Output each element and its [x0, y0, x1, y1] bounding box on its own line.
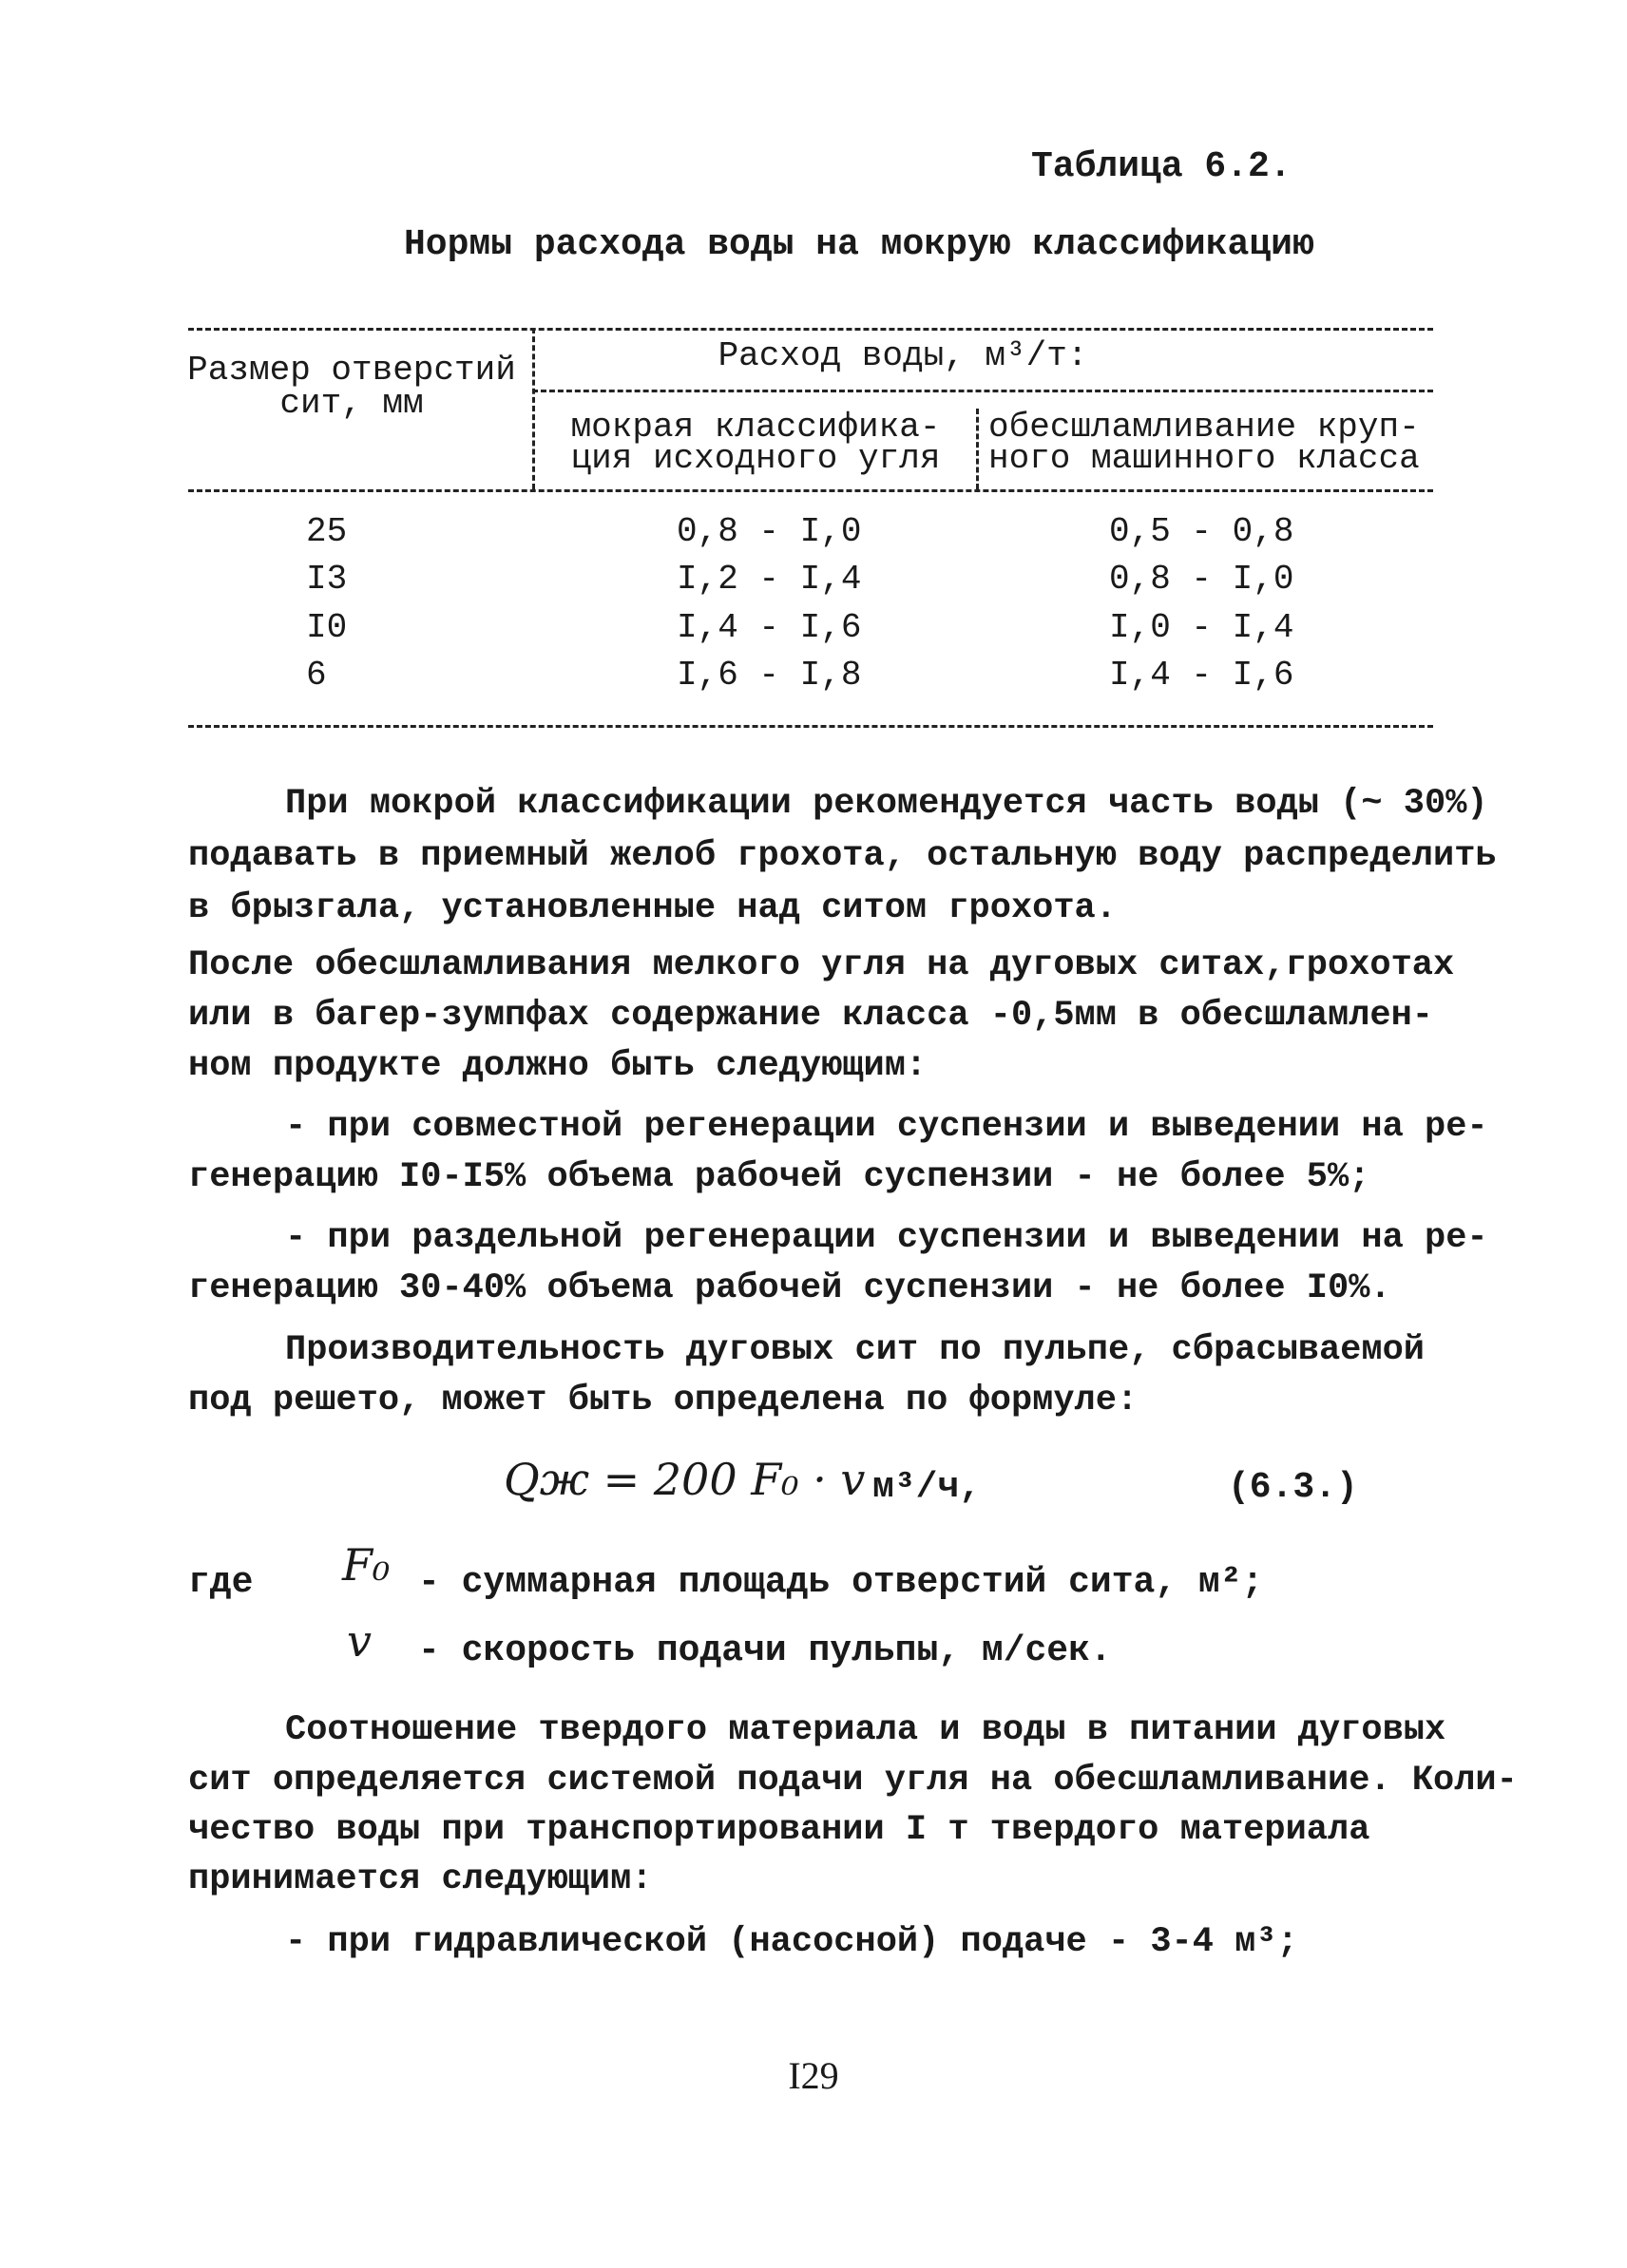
table-col-divider-1 — [532, 328, 535, 489]
paragraph-line: чество воды при транспортировании I т твердого материала — [188, 1810, 1370, 1850]
bullet-line: - при раздельной регенерации суспензии и выведении на ре- — [285, 1218, 1488, 1258]
col-desliming-header-line1: обесшламливание круп- — [988, 408, 1420, 447]
paragraph-line: После обесшламливания мелкого угля на дуговых ситах,грохотах — [188, 945, 1455, 985]
table-group-rule — [532, 390, 1433, 392]
table-cell-wet: I,6 - I,8 — [677, 656, 862, 695]
table-cell-size: 6 — [306, 656, 327, 695]
paragraph-line: подавать в приемный желоб грохота, остальную воду распределить — [188, 836, 1497, 876]
formula-unit: м³/ч, — [872, 1467, 982, 1508]
table-header-rule — [188, 489, 1433, 492]
table-cell-size: I3 — [306, 560, 348, 599]
col-wet-header-line1: мокрая классифика- — [570, 408, 941, 447]
col-size-header-line1: Размер отверстий — [187, 351, 516, 390]
bullet-line: генерацию 30-40% объема рабочей суспензии - не более I0%. — [188, 1268, 1391, 1308]
table-title: Нормы расхода воды на мокрую классификацию — [404, 224, 1314, 265]
paragraph-line: под решето, может быть определена по формуле: — [188, 1381, 1139, 1420]
table-cell-size: I0 — [306, 608, 348, 647]
paragraph-line: Соотношение твердого материала и воды в питании дуговых — [285, 1710, 1446, 1750]
table-cell-wet: I,4 - I,6 — [677, 608, 862, 647]
table-label: Таблица 6.2. — [1031, 146, 1292, 187]
table-cell-desliming: 0,5 - 0,8 — [1109, 512, 1294, 551]
symbol-v: v — [347, 1615, 372, 1667]
table-cell-desliming: I,4 - I,6 — [1109, 656, 1294, 695]
table-cell-desliming: I,0 - I,4 — [1109, 608, 1294, 647]
water-consumption-header: Расход воды, м³/т: — [718, 336, 1088, 375]
table-top-rule — [188, 328, 1433, 331]
paragraph-line: сит определяется системой подачи угля на обесшламливание. Коли- — [188, 1761, 1518, 1801]
where-word: где — [188, 1562, 254, 1603]
col-desliming-header-line2: ного машинного класса — [988, 439, 1420, 478]
table-cell-wet: I,2 - I,4 — [677, 560, 862, 599]
table-col-divider-2 — [976, 409, 979, 489]
paragraph-line: или в багер-зумпфах содержание класса -0,5мм в обесшламлен- — [188, 996, 1434, 1036]
paragraph-line: принимается следующим: — [188, 1859, 653, 1899]
paragraph-line: При мокрой классификации рекомендуется часть воды (~ 30%) — [285, 784, 1488, 824]
bullet-line: - при совместной регенерации суспензии и выведении на ре- — [285, 1107, 1488, 1147]
paragraph-line: в брызгала, установленные над ситом грохота. — [188, 888, 1117, 928]
formula-expression: Qж = 200 F₀ · v — [504, 1454, 866, 1505]
table-cell-wet: 0,8 - I,0 — [677, 512, 862, 551]
bullet-line: - при гидравлической (насосной) подаче - 3-4 м³; — [285, 1922, 1298, 1962]
table-cell-desliming: 0,8 - I,0 — [1109, 560, 1294, 599]
col-size-header-line2: сит, мм — [279, 384, 424, 423]
table-cell-size: 25 — [306, 512, 348, 551]
definition-v: - скорость подачи пульпы, м/сек. — [418, 1630, 1112, 1671]
bullet-line: генерацию I0-I5% объема рабочей суспензии - не более 5%; — [188, 1157, 1370, 1197]
paragraph-line: ном продукте должно быть следующим: — [188, 1046, 928, 1086]
table-bottom-rule — [188, 725, 1433, 728]
col-wet-header-line2: ция исходного угля — [570, 439, 941, 478]
page-number: I29 — [788, 2054, 839, 2097]
symbol-f0: F₀ — [342, 1539, 391, 1591]
definition-f0: - суммарная площадь отверстий сита, м²; — [418, 1562, 1264, 1603]
formula-number: (6.3.) — [1228, 1467, 1358, 1508]
paragraph-line: Производительность дуговых сит по пульпе, сбрасываемой — [285, 1330, 1425, 1370]
